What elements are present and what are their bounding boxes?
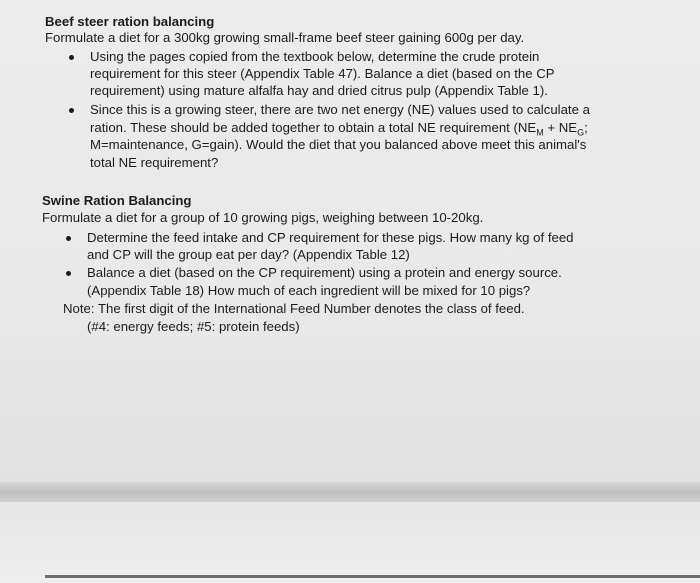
bullet-icon — [66, 271, 71, 276]
swine-bullet2-line2: (Appendix Table 18) How much of each ingredient will be mixed for 10 pigs? — [87, 283, 531, 298]
beef-bullet2-line4: total NE requirement? — [90, 155, 219, 170]
beef-bullet1-line1: Using the pages copied from the textbook below, determine the crude protein — [90, 49, 540, 64]
beef-intro: Formulate a diet for a 300kg growing small-frame beef steer gaining 600g per day. — [45, 30, 525, 45]
note-line1: Note: The first digit of the International Feed Number denotes the class of feed. — [63, 301, 525, 316]
swine-bullet1-line2: and CP will the group eat per day? (Appendix Table 12) — [87, 247, 410, 262]
beef-section-title: Beef steer ration balancing — [45, 14, 215, 29]
beef-bullet1-line3: requirement) using mature alfalfa hay and dried citrus pulp (Appendix Table 1). — [90, 83, 548, 98]
lower-background — [0, 502, 700, 583]
bullet-icon — [69, 108, 74, 113]
swine-bullet2-line1: Balance a diet (based on the CP requirement) using a protein and energy source. — [87, 265, 562, 280]
swine-bullet1-line1: Determine the feed intake and CP requirement for these pigs. How many kg of feed — [87, 230, 574, 245]
note-line2: (#4: energy feeds; #5: protein feeds) — [87, 319, 300, 334]
beef-bullet1-line2: requirement for this steer (Appendix Table 47). Balance a diet (based on the CP — [90, 66, 555, 81]
paper-edge — [0, 482, 700, 502]
bullet-icon — [66, 236, 71, 241]
bottom-rule — [45, 575, 700, 578]
beef-bullet2-line1: Since this is a growing steer, there are two net energy (NE) values used to calculate a — [90, 102, 590, 117]
beef-bullet2-line3: M=maintenance, G=gain). Would the diet that you balanced above meet this animal's — [90, 137, 587, 152]
beef-bullet2-line2: ration. These should be added together to obtain a total NE requirement ($NE_M + NE_G$; — [90, 120, 588, 138]
swine-intro: Formulate a diet for a group of 10 growing pigs, weighing between 10-20kg. — [42, 210, 484, 225]
bullet-icon — [69, 55, 74, 60]
swine-section-title: Swine Ration Balancing — [42, 193, 192, 208]
